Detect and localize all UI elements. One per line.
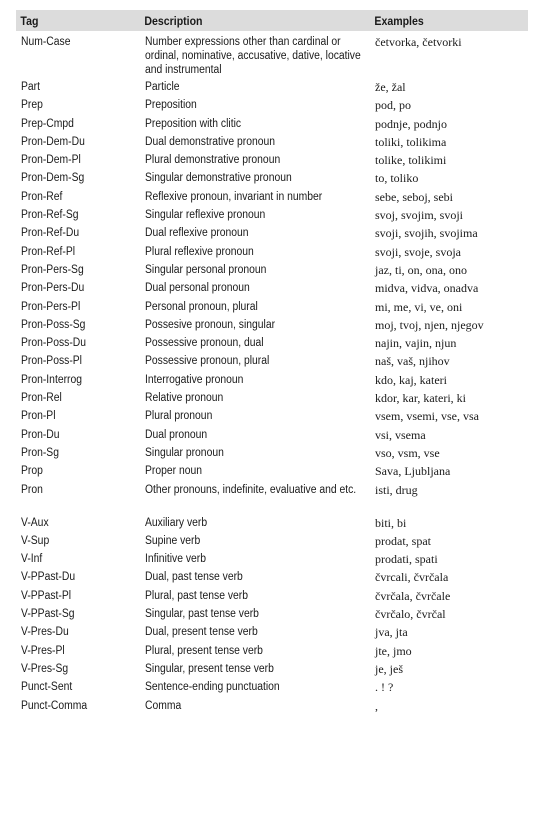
cell-tag (16, 77, 140, 95)
cell-examples (370, 531, 528, 549)
examples-text: svoj, svojim, svoji (375, 208, 464, 223)
table-row (16, 513, 528, 531)
header-examples: Examples (374, 13, 424, 28)
table-row (16, 388, 528, 406)
tag-text: Punct-Sent (21, 681, 73, 694)
description-text: Dual, present tense verb (145, 626, 258, 639)
examples-text: jaz, ti, on, ona, ono (375, 262, 467, 277)
description-text: Interrogative pronoun (145, 373, 244, 386)
table-row (16, 132, 528, 150)
cell-description (140, 641, 370, 659)
examples-text: Sava, Ljubljana (375, 464, 451, 479)
tag-text: Pron-Rel (21, 392, 62, 405)
cell-tag (16, 31, 140, 77)
cell-tag (16, 114, 140, 132)
table-row (16, 168, 528, 186)
table-row (16, 351, 528, 369)
cell-tag (16, 443, 140, 461)
description-text: Preposition with clitic (145, 117, 242, 130)
cell-examples (370, 31, 528, 77)
cell-examples (370, 549, 528, 567)
cell-examples (370, 150, 528, 168)
examples-text: je, ješ (375, 661, 403, 676)
cell-tag (16, 406, 140, 424)
cell-tag (16, 659, 140, 677)
examples-text: prodat, spat (375, 533, 431, 548)
tag-text: Pron-Interrog (21, 373, 82, 386)
examples-text: jte, jmo (375, 643, 412, 658)
table-row (16, 223, 528, 241)
table-row (16, 260, 528, 278)
tag-text: V-Aux (21, 516, 49, 529)
cell-examples (370, 187, 528, 205)
cell-tag (16, 132, 140, 150)
header-tag: Tag (20, 13, 39, 28)
cell-description (140, 604, 370, 622)
table-row (16, 187, 528, 205)
cell-description (140, 586, 370, 604)
examples-text: mi, me, vi, ve, oni (375, 299, 463, 314)
cell-description (140, 187, 370, 205)
tag-text: Pron-Pers-Sg (21, 263, 84, 276)
cell-examples (370, 513, 528, 531)
cell-tag (16, 223, 140, 241)
table-row (16, 622, 528, 640)
cell-examples (370, 696, 528, 714)
cell-examples (370, 114, 528, 132)
cell-examples (370, 132, 528, 150)
table-row (16, 549, 528, 567)
table-row (16, 333, 528, 351)
examples-text: to, toliko (375, 171, 419, 186)
examples-text: pod, po (375, 98, 411, 113)
cell-tag (16, 604, 140, 622)
examples-text: čvrčala, čvrčale (375, 588, 451, 603)
tag-text: Pron-Du (21, 428, 60, 441)
examples-text: kdor, kar, kateri, ki (375, 391, 467, 406)
description-text: Plural, present tense verb (145, 644, 263, 657)
cell-tag (16, 513, 140, 531)
examples-text: vso, vsm, vse (375, 445, 440, 460)
description-text: Relative pronoun (145, 392, 224, 405)
examples-text: najin, vajin, njun (375, 336, 457, 351)
tag-text: V-PPast-Pl (21, 589, 72, 602)
examples-text: moj, tvoj, njen, njegov (375, 317, 484, 332)
cell-description (140, 77, 370, 95)
description-text: Particle (145, 81, 180, 93)
table-row (16, 205, 528, 223)
cell-tag (16, 480, 140, 513)
cell-description (140, 531, 370, 549)
tag-text: Pron-Poss-Pl (21, 355, 82, 368)
cell-examples (370, 443, 528, 461)
tag-text: V-Sup (21, 534, 50, 547)
description-text: Infinitive verb (145, 553, 206, 566)
description-text: Supine verb (145, 534, 201, 547)
table-row (16, 659, 528, 677)
tag-text: V-Pres-Sg (21, 662, 69, 675)
cell-tag (16, 622, 140, 640)
cell-description (140, 315, 370, 333)
table-row (16, 406, 528, 424)
cell-examples (370, 278, 528, 296)
cell-tag (16, 95, 140, 113)
description-text: Possessive pronoun, plural (145, 355, 270, 368)
cell-tag (16, 677, 140, 695)
table-row (16, 696, 528, 714)
cell-examples (370, 604, 528, 622)
cell-description (140, 370, 370, 388)
header-row (16, 10, 528, 31)
cell-description (140, 480, 370, 513)
table-row (16, 443, 528, 461)
table-row (16, 242, 528, 260)
tag-text: Pron-Ref-Du (21, 227, 80, 240)
cell-description (140, 95, 370, 113)
cell-examples (370, 425, 528, 443)
cell-description (140, 425, 370, 443)
description-text: Dual pronoun (145, 428, 208, 441)
table-row (16, 480, 528, 513)
table-row (16, 370, 528, 388)
cell-examples (370, 677, 528, 695)
description-text: Singular personal pronoun (145, 263, 267, 276)
cell-tag (16, 425, 140, 443)
cell-description (140, 31, 370, 77)
cell-tag (16, 315, 140, 333)
table-row (16, 297, 528, 315)
tag-text: Pron-Ref-Sg (21, 209, 79, 222)
tag-text: Pron-Ref-Pl (21, 245, 76, 258)
table-row (16, 278, 528, 296)
examples-text: svoji, svojih, svojima (375, 226, 478, 241)
cell-tag (16, 333, 140, 351)
description-text: Plural, past tense verb (145, 589, 248, 602)
cell-description (140, 297, 370, 315)
description-text: Personal pronoun, plural (145, 300, 258, 313)
tag-text: Pron (21, 483, 43, 496)
examples-text: vsem, vsemi, vse, vsa (375, 409, 479, 424)
description-text: Comma (145, 699, 182, 712)
cell-description (140, 513, 370, 531)
examples-text: naš, vaš, njihov (375, 354, 450, 369)
cell-description (140, 150, 370, 168)
table-row (16, 567, 528, 585)
table-row (16, 586, 528, 604)
cell-examples (370, 297, 528, 315)
description-text: Preposition (145, 99, 197, 112)
examples-text: kdo, kaj, kateri (375, 372, 447, 387)
tag-text: Prop (21, 465, 43, 478)
cell-description (140, 406, 370, 424)
examples-text: vsi, vsema (375, 427, 426, 442)
cell-tag (16, 187, 140, 205)
cell-tag (16, 205, 140, 223)
cell-tag (16, 168, 140, 186)
tag-text: Pron-Dem-Du (21, 135, 85, 148)
cell-tag (16, 586, 140, 604)
table-row (16, 315, 528, 333)
cell-examples (370, 205, 528, 223)
cell-description (140, 622, 370, 640)
tag-text: Part (21, 81, 40, 93)
table-row (16, 531, 528, 549)
tag-text: V-PPast-Du (21, 571, 76, 584)
cell-examples (370, 659, 528, 677)
cell-description (140, 333, 370, 351)
description-text: Singular demonstrative pronoun (145, 172, 292, 185)
table-row (16, 77, 528, 95)
table-row (16, 641, 528, 659)
cell-description (140, 168, 370, 186)
cell-examples (370, 567, 528, 585)
cell-examples (370, 168, 528, 186)
cell-tag (16, 260, 140, 278)
examples-text: svoji, svoje, svoja (375, 244, 461, 259)
description-text: Sentence-ending punctuation (145, 681, 280, 694)
cell-description (140, 461, 370, 479)
cell-description (140, 205, 370, 223)
cell-tag (16, 567, 140, 585)
examples-text: isti, drug (375, 482, 418, 497)
description-text: Plural pronoun (145, 410, 213, 423)
examples-text: tolike, tolikimi (375, 153, 447, 168)
cell-tag (16, 641, 140, 659)
cell-tag (16, 242, 140, 260)
table-row (16, 677, 528, 695)
description-text: Other pronouns, indefinite, evaluative and etc. (145, 483, 357, 496)
examples-text: prodati, spati (375, 552, 438, 567)
cell-tag (16, 531, 140, 549)
table-row (16, 114, 528, 132)
cell-examples (370, 95, 528, 113)
description-text: Singular pronoun (145, 446, 224, 459)
cell-tag (16, 370, 140, 388)
cell-description (140, 242, 370, 260)
table-body (16, 31, 528, 714)
cell-description (140, 696, 370, 714)
examples-text: sebe, seboj, sebi (375, 189, 453, 204)
examples-text: četvorka, četvorki (375, 35, 462, 49)
examples-text: biti, bi (375, 515, 407, 530)
tag-text: Pron-Sg (21, 446, 59, 459)
cell-tag (16, 351, 140, 369)
cell-examples (370, 406, 528, 424)
cell-tag (16, 549, 140, 567)
examples-text: midva, vidva, onadva (375, 281, 479, 296)
cell-examples (370, 351, 528, 369)
table-row (16, 604, 528, 622)
tag-text: Pron-Pers-Du (21, 282, 85, 295)
description-text: Proper noun (145, 465, 202, 478)
cell-description (140, 549, 370, 567)
cell-examples (370, 260, 528, 278)
cell-description (140, 351, 370, 369)
cell-examples (370, 480, 528, 513)
cell-examples (370, 315, 528, 333)
cell-description (140, 278, 370, 296)
description-text: Dual demonstrative pronoun (145, 135, 276, 148)
cell-examples (370, 223, 528, 241)
tag-table (16, 10, 528, 714)
tag-text: V-Pres-Du (21, 626, 69, 639)
cell-examples (370, 333, 528, 351)
examples-text: . ! ? (375, 680, 394, 695)
table-row (16, 31, 528, 77)
cell-description (140, 677, 370, 695)
tag-text: V-Pres-Pl (21, 644, 65, 657)
header-description: Description (144, 13, 203, 28)
examples-text: , (375, 698, 378, 713)
cell-tag (16, 150, 140, 168)
cell-examples (370, 370, 528, 388)
tag-text: Pron-Ref (21, 190, 63, 203)
cell-examples (370, 586, 528, 604)
cell-description (140, 659, 370, 677)
description-text: Singular, present tense verb (145, 662, 274, 675)
description-text: Dual reflexive pronoun (145, 227, 249, 240)
tag-text: Pron-Dem-Pl (21, 154, 81, 167)
tag-text: Pron-Dem-Sg (21, 172, 85, 185)
cell-examples (370, 461, 528, 479)
tag-text: Pron-Pl (21, 410, 56, 423)
cell-tag (16, 388, 140, 406)
description-text: Singular reflexive pronoun (145, 209, 266, 222)
table-row (16, 425, 528, 443)
cell-examples (370, 388, 528, 406)
tag-text: Pron-Poss-Sg (21, 318, 86, 331)
cell-description (140, 114, 370, 132)
tag-text: Pron-Poss-Du (21, 337, 86, 350)
examples-text: toliki, tolikima (375, 134, 447, 149)
table-row (16, 95, 528, 113)
tag-text: Prep-Cmpd (21, 117, 74, 130)
description-text: Singular, past tense verb (145, 608, 259, 621)
table-row (16, 150, 528, 168)
description-text: Reflexive pronoun, invariant in number (145, 190, 323, 203)
description-text: Auxiliary verb (145, 516, 208, 529)
tag-text: Pron-Pers-Pl (21, 300, 81, 313)
cell-tag (16, 278, 140, 296)
cell-examples (370, 641, 528, 659)
tag-text: V-Inf (21, 553, 43, 566)
description-text: Possesive pronoun, singular (145, 318, 276, 331)
cell-description (140, 223, 370, 241)
description-text: Plural reflexive pronoun (145, 245, 254, 258)
examples-text: podnje, podnjo (375, 116, 447, 131)
description-text: Possessive pronoun, dual (145, 337, 264, 350)
examples-text: že, žal (375, 80, 406, 94)
tag-text: Num-Case (21, 36, 71, 48)
table-header (16, 10, 528, 31)
examples-text: jva, jta (375, 625, 408, 640)
cell-tag (16, 461, 140, 479)
cell-examples (370, 622, 528, 640)
table-row (16, 461, 528, 479)
tag-table-container (16, 10, 528, 714)
cell-tag (16, 297, 140, 315)
cell-description (140, 260, 370, 278)
description-text: Number expressions other than cardinal or ordinal, nominative, accusative, dative, locative and instrumental (145, 36, 361, 76)
cell-tag (16, 696, 140, 714)
examples-text: čvrčalo, čvrčal (375, 607, 446, 622)
cell-description (140, 567, 370, 585)
cell-description (140, 132, 370, 150)
cell-description (140, 443, 370, 461)
cell-examples (370, 242, 528, 260)
tag-text: Prep (21, 99, 43, 112)
description-text: Dual, past tense verb (145, 571, 243, 584)
cell-description (140, 388, 370, 406)
tag-text: Punct-Comma (21, 699, 88, 712)
tag-text: V-PPast-Sg (21, 608, 75, 621)
description-text: Plural demonstrative pronoun (145, 154, 281, 167)
examples-text: čvrcali, čvrčala (375, 570, 449, 585)
description-text: Dual personal pronoun (145, 282, 250, 295)
cell-examples (370, 77, 528, 95)
